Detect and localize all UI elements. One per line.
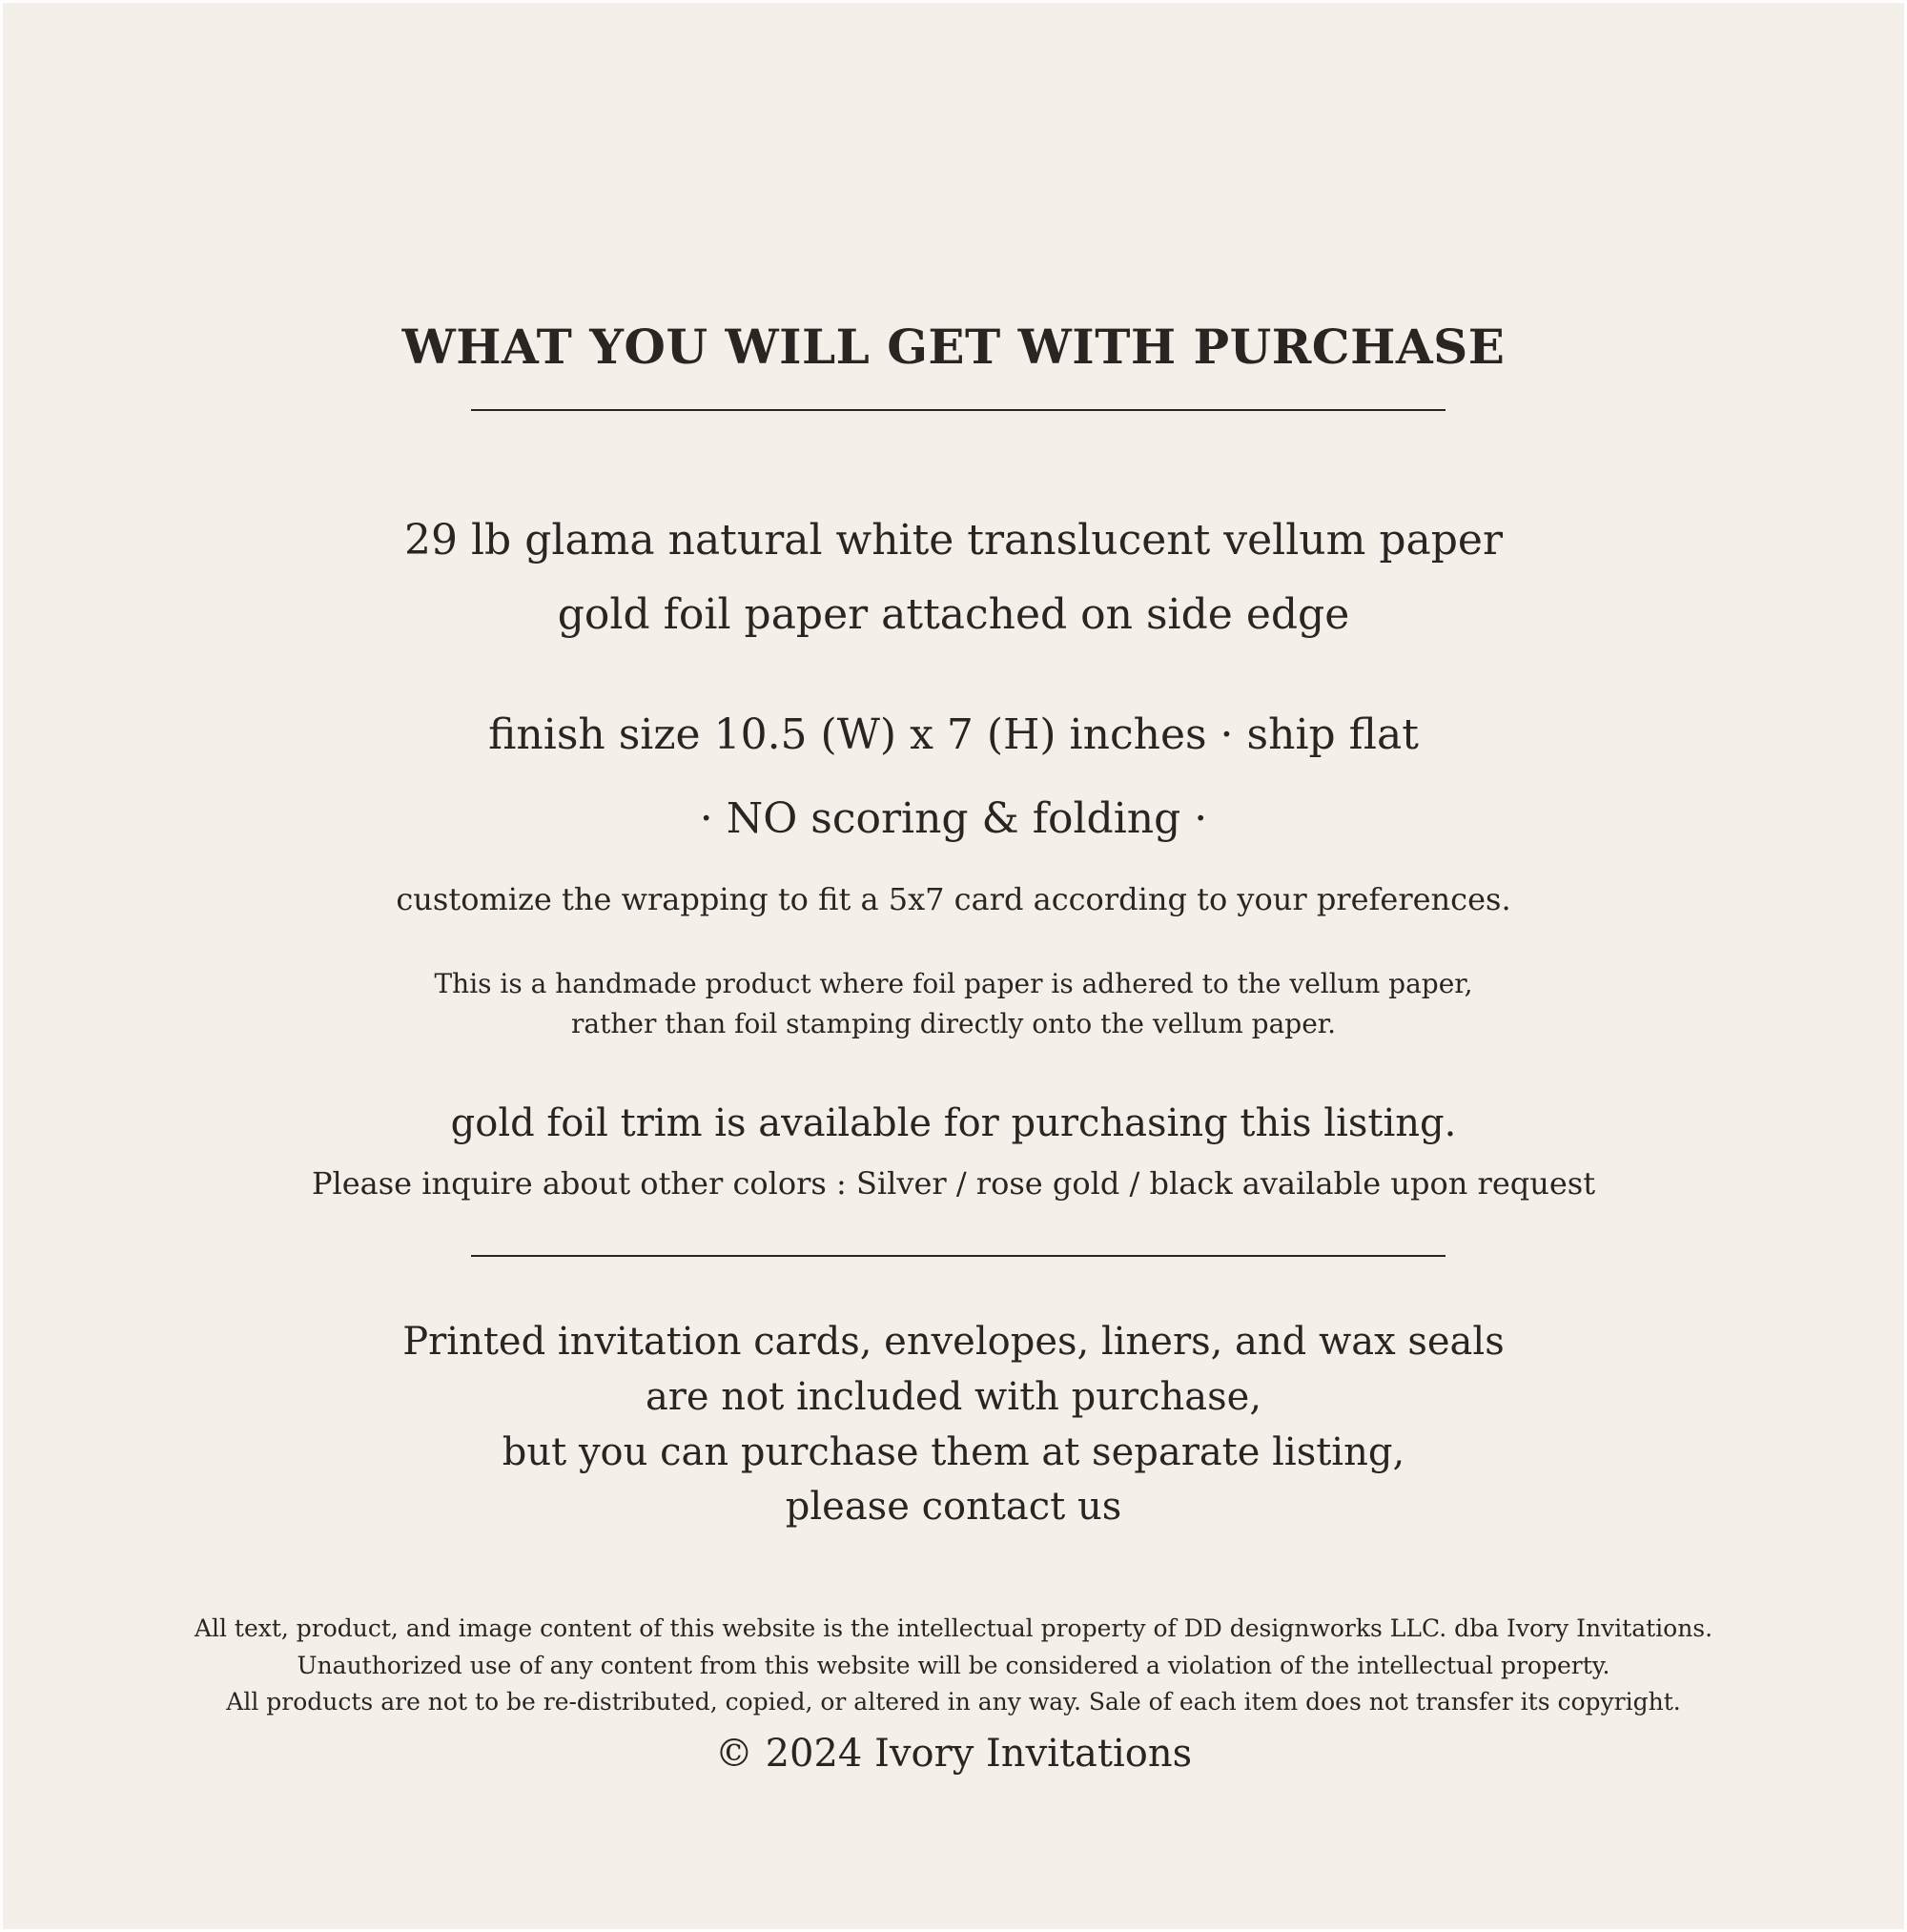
top-divider — [471, 409, 1446, 411]
copyright-notice: © 2024 Ivory Invitations — [714, 1732, 1193, 1776]
product-info-card — [3, 3, 1904, 1929]
not-included-line-2: are not included with purchase, — [645, 1375, 1262, 1419]
scoring-note: · NO scoring & folding · — [699, 794, 1208, 843]
paper-spec: 29 lb glama natural white translucent vellum paper — [404, 516, 1503, 565]
middle-divider — [471, 1255, 1446, 1257]
not-included-line-3: but you can purchase them at separate listing, — [502, 1430, 1405, 1474]
customize-note: customize the wrapping to fit a 5x7 card according to your preferences. — [396, 881, 1511, 917]
not-included-line-4: please contact us — [785, 1485, 1122, 1529]
size-spec: finish size 10.5 (W) x 7 (H) inches · ship flat — [488, 710, 1419, 759]
colors-note: Please inquire about other colors : Silver / rose gold / black available upon request — [311, 1165, 1596, 1202]
foil-spec: gold foil paper attached on side edge — [557, 590, 1350, 639]
legal-line-3: All products are not to be re-distributed, copied, or altered in any way. Sale of each item does not transfer its copyright. — [226, 1688, 1681, 1716]
handmade-note-line-1: This is a handmade product where foil paper is adhered to the vellum paper, — [434, 968, 1473, 999]
handmade-note-line-2: rather than foil stamping directly onto the vellum paper. — [571, 1008, 1336, 1039]
legal-line-1: All text, product, and image content of this website is the intellectual property of DD designworks LLC. dba Ivory Invitations. — [194, 1614, 1713, 1642]
trim-note: gold foil trim is available for purchasing this listing. — [450, 1101, 1457, 1145]
page-title: WHAT YOU WILL GET WITH PURCHASE — [401, 319, 1506, 375]
not-included-line-1: Printed invitation cards, envelopes, liners, and wax seals — [402, 1320, 1505, 1364]
legal-line-2: Unauthorized use of any content from this website will be considered a violation of the intellectual property. — [297, 1652, 1610, 1679]
